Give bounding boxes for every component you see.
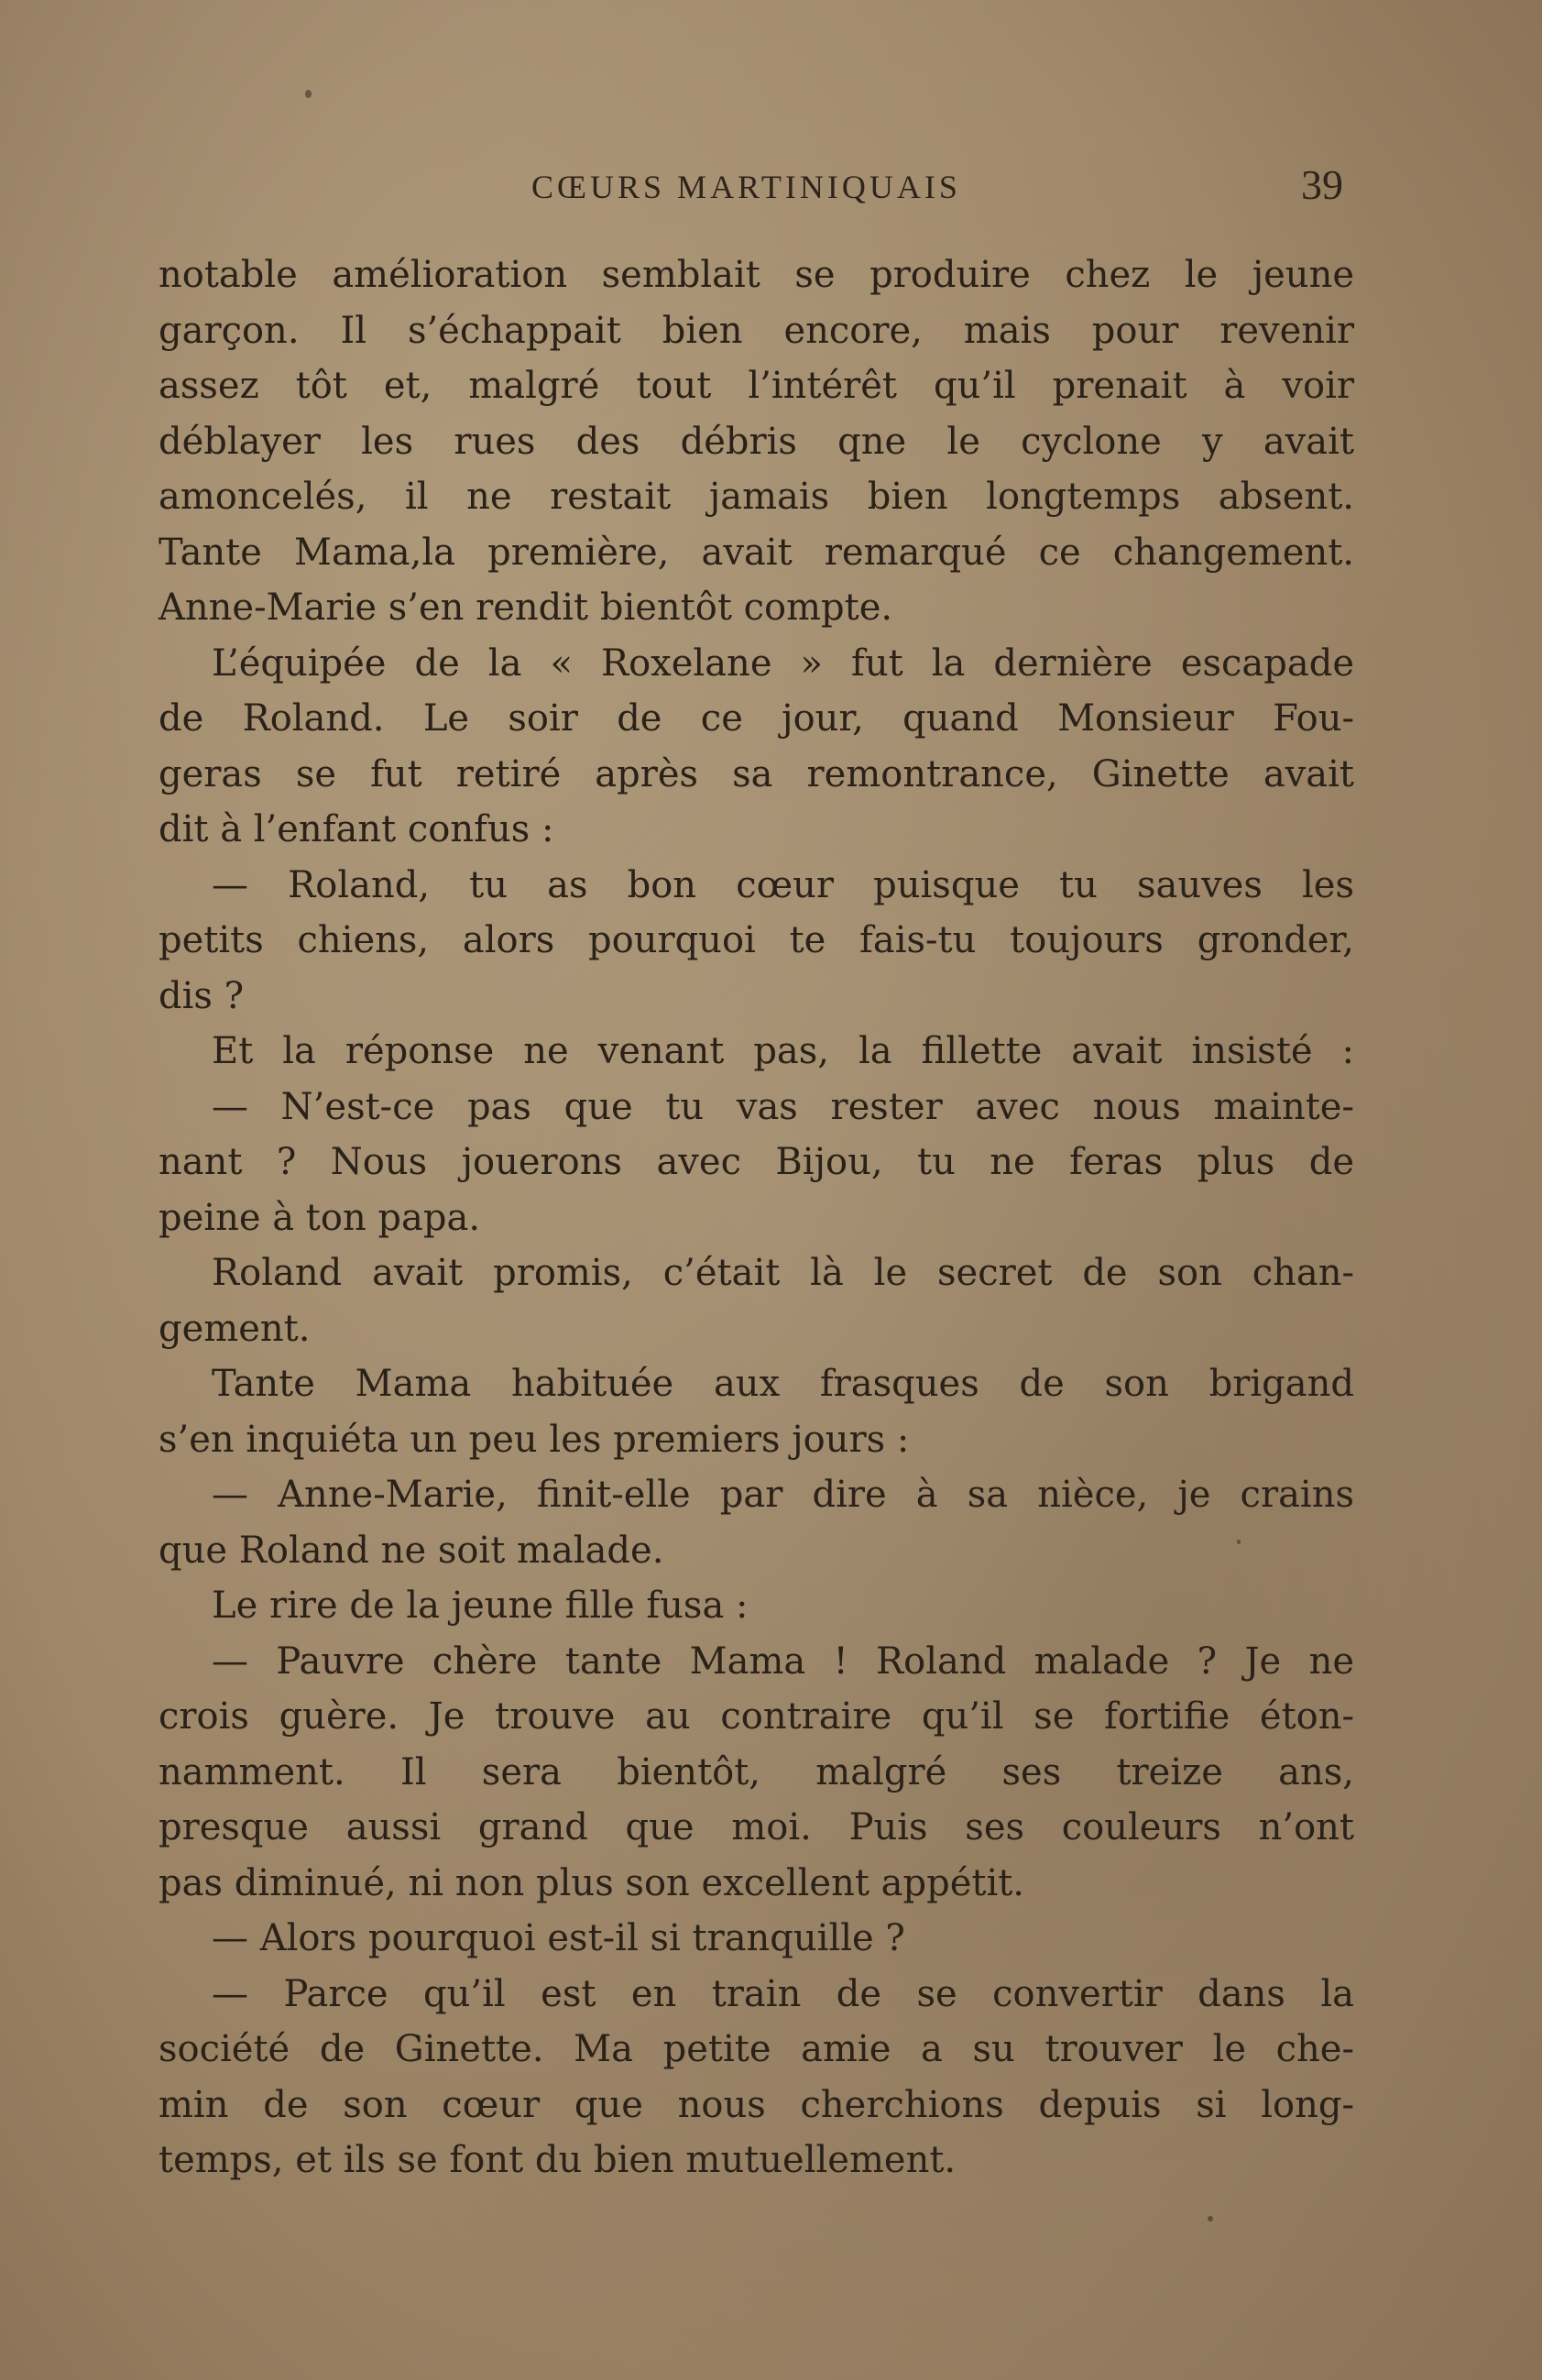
- text-line: Tante Mama,la première, avait remarqué ce changement.: [159, 531, 1354, 574]
- text-line: Roland avait promis, c’était là le secret de son chan-: [212, 1252, 1354, 1294]
- body-text: [159, 247, 1354, 2188]
- paper-speck: [1237, 1540, 1241, 1544]
- text-line: — Parce qu’il est en train de se convertir dans la: [212, 1972, 1354, 2015]
- text-line: notable amélioration semblait se produire chez le jeune: [159, 254, 1354, 296]
- text-line: — Roland, tu as bon cœur puisque tu sauves les: [212, 863, 1354, 906]
- text-line: — Anne-Marie, finit-elle par dire à sa nièce, je crains: [212, 1474, 1354, 1516]
- text-line: dis ?: [159, 974, 245, 1017]
- text-line: nant ? Nous jouerons avec Bijou, tu ne feras plus de: [159, 1141, 1354, 1183]
- text-line: — Pauvre chère tante Mama ! Roland malade ? Je ne: [212, 1640, 1354, 1683]
- text-line: petits chiens, alors pourquoi te fais-tu toujours gronder,: [159, 919, 1354, 961]
- text-line: société de Ginette. Ma petite amie a su trouver le che-: [159, 2028, 1354, 2070]
- text-line: namment. Il sera bientôt, malgré ses treize ans,: [159, 1750, 1354, 1793]
- text-line: dit à l’enfant confus :: [159, 808, 554, 850]
- running-title: CŒURS MARTINIQUAIS: [531, 169, 961, 205]
- text-line: que Roland ne soit malade.: [159, 1529, 664, 1572]
- text-line: min de son cœur que nous cherchions depuis si long-: [159, 2083, 1354, 2126]
- text-line: Anne-Marie s’en rendit bientôt compte.: [159, 587, 893, 629]
- text-line: pas diminué, ni non plus son excellent appétit.: [159, 1861, 1025, 1904]
- paper-speck: [305, 90, 312, 98]
- text-line: Tante Mama habituée aux frasques de son brigand: [212, 1363, 1354, 1405]
- text-line: gement.: [159, 1307, 311, 1350]
- text-line: Et la réponse ne venant pas, la fillette avait insisté :: [212, 1030, 1354, 1072]
- text-line: garçon. Il s’échappait bien encore, mais pour revenir: [159, 309, 1354, 352]
- page-number: 39: [1301, 161, 1343, 208]
- text-line: geras se fut retiré après sa remontrance, Ginette avait: [159, 752, 1354, 795]
- running-head: [0, 160, 1542, 215]
- text-line: L’équipée de la « Roxelane » fut la dernière escapade: [212, 642, 1354, 685]
- text-line: — N’est-ce pas que tu vas rester avec nous mainte-: [212, 1085, 1354, 1128]
- text-line: presque aussi grand que moi. Puis ses couleurs n’ont: [159, 1806, 1354, 1848]
- text-line: Le rire de la jeune fille fusa :: [212, 1585, 749, 1627]
- text-line: crois guère. Je trouve au contraire qu’il se fortifie éton-: [159, 1695, 1354, 1738]
- text-line: déblayer les rues des débris qne le cyclone y avait: [159, 420, 1354, 463]
- text-line: amoncelés, il ne restait jamais bien longtemps absent.: [159, 476, 1354, 518]
- text-line: — Alors pourquoi est-il si tranquille ?: [212, 1917, 905, 1959]
- text-line: s’en inquiéta un peu les premiers jours :: [159, 1418, 910, 1461]
- text-line: temps, et ils se font du bien mutuellement.: [159, 2139, 957, 2181]
- text-line: assez tôt et, malgré tout l’intérêt qu’il prenait à voir: [159, 365, 1354, 407]
- paper-speck: [1208, 2216, 1213, 2221]
- text-line: de Roland. Le soir de ce jour, quand Monsieur Fou-: [159, 697, 1354, 740]
- text-line: peine à ton papa.: [159, 1196, 481, 1239]
